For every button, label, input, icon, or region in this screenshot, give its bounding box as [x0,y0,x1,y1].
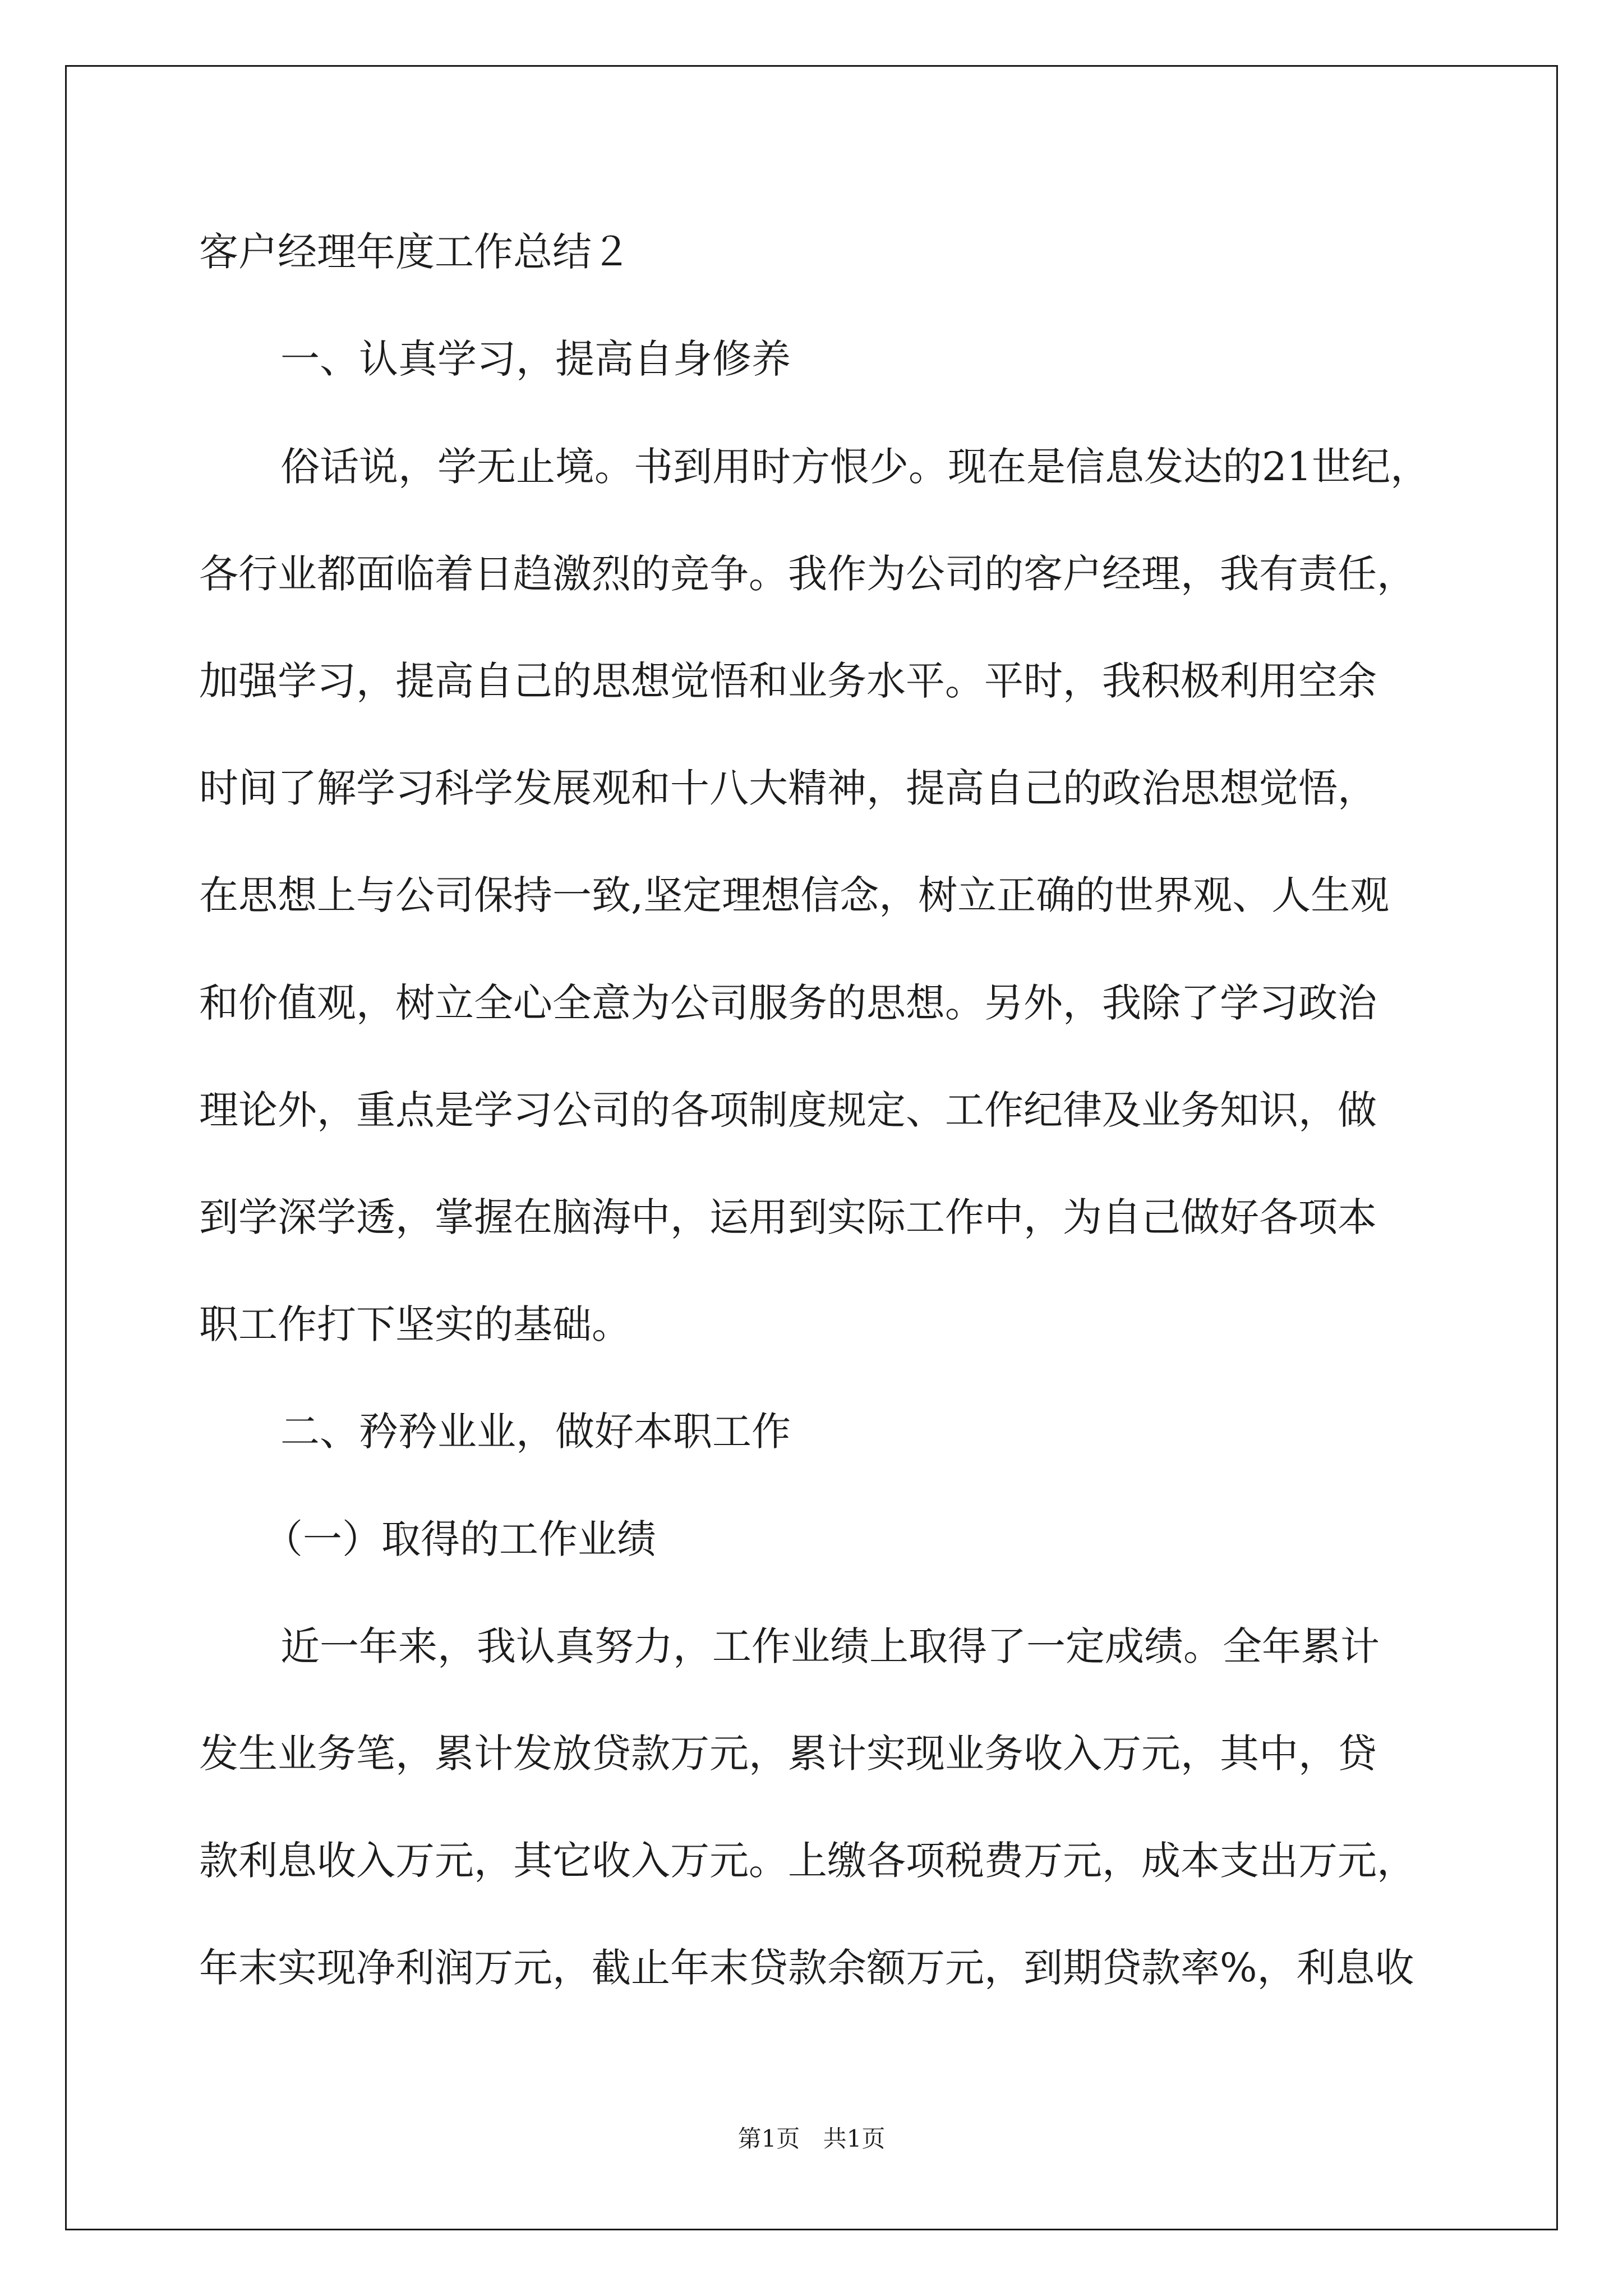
page-border [65,65,1558,2230]
document-title: 客户经理年度工作总结２ [199,229,631,275]
paragraph-line: 职工作打下坚实的基础。 [199,1301,631,1347]
paragraph-line: 时间了解学习科学发展观和十八大精神，提高自己的政治思想觉悟， [199,765,1377,811]
page-total: 共1页 [823,2125,886,2152]
page-number: 第1页 [737,2125,800,2152]
paragraph-line: 各行业都面临着日趋激烈的竞争。我作为公司的客户经理，我有责任， [199,551,1416,597]
subsection-heading: （一）取得的工作业绩 [264,1516,656,1562]
paragraph-line: 近一年来，我认真努力，工作业绩上取得了一定成绩。全年累计 [280,1623,1380,1669]
paragraph-line: 和价值观，树立全心全意为公司服务的思想。另外，我除了学习政治 [199,980,1377,1026]
page-footer [0,2126,1623,2152]
paragraph-line: 俗话说，学无止境。书到用时方恨少。现在是信息发达的21世纪， [280,444,1430,490]
paragraph-line: 理论外，重点是学习公司的各项制度规定、工作纪律及业务知识，做 [199,1087,1377,1133]
paragraph-line: 发生业务笔，累计发放贷款万元，累计实现业务收入万元，其中，贷 [199,1731,1377,1777]
paragraph-line: 在思想上与公司保持一致,坚定理想信念，树立正确的世界观、人生观 [199,872,1390,918]
section-heading-2: 二、矜矜业业，做好本职工作 [280,1409,791,1455]
paragraph-line: 年末实现净利润万元，截止年末贷款余额万元，到期贷款率%，利息收 [199,1945,1414,1991]
section-heading-1: 一、认真学习，提高自身修养 [280,336,791,382]
paragraph-line: 到学深学透，掌握在脑海中，运用到实际工作中，为自己做好各项本 [199,1194,1377,1240]
paragraph-line: 款利息收入万元，其它收入万元。上缴各项税费万元，成本支出万元， [199,1838,1416,1884]
paragraph-line: 加强学习，提高自己的思想觉悟和业务水平。平时，我积极利用空余 [199,658,1377,704]
